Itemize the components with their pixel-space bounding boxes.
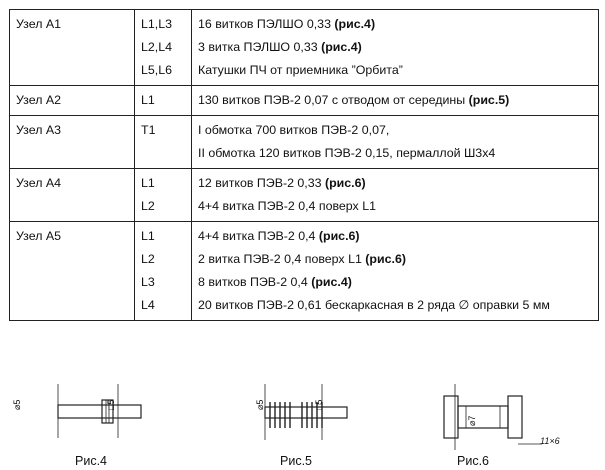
node-label: Узел А4 — [16, 176, 62, 190]
coil-label: L4 — [141, 298, 155, 312]
fig6-drawing — [430, 378, 580, 458]
winding-text: 16 витков ПЭЛШО 0,33 — [198, 17, 335, 31]
coil-cell — [141, 169, 198, 222]
winding-text: 130 витков ПЭВ-2 0,07 с отводом от середины — [198, 93, 469, 107]
winding-line — [198, 36, 598, 59]
fig4-dim-left: ⌀5 — [12, 399, 22, 410]
figure-reference: (рис.6) — [365, 252, 406, 266]
node-label: Узел А3 — [16, 123, 62, 137]
coil-label: L1 — [141, 229, 155, 243]
coil-label: L2,L4 — [141, 40, 173, 54]
node-cell — [10, 86, 142, 116]
winding-cell — [198, 10, 599, 86]
table-row — [10, 10, 599, 86]
winding-cell — [198, 222, 599, 321]
fig5-caption: Рис.5 — [280, 454, 312, 468]
fig4-dim-right: □5 — [106, 399, 116, 410]
column-divider — [191, 9, 192, 321]
coil-label: L1 — [141, 176, 155, 190]
winding-line — [198, 142, 598, 165]
winding-line — [198, 172, 598, 195]
winding-text: 3 витка ПЭЛШО 0,33 — [198, 40, 322, 54]
coil-cell — [141, 86, 198, 116]
winding-line — [198, 248, 598, 271]
column-divider — [134, 9, 135, 321]
coil-cell — [141, 222, 198, 321]
winding-line — [198, 13, 598, 36]
winding-text: 4+4 витка ПЭВ-2 0,4 — [198, 229, 319, 243]
table-row — [10, 222, 599, 321]
coil-label: L5,L6 — [141, 63, 173, 77]
table-row — [10, 86, 599, 116]
figure-reference: (рис.4) — [321, 40, 362, 54]
winding-text: 4+4 витка ПЭВ-2 0,4 поверх L1 — [198, 199, 376, 213]
node-cell — [10, 169, 142, 222]
winding-text: 8 витков ПЭВ-2 0,4 — [198, 275, 312, 289]
figure-reference: (рис.6) — [324, 176, 366, 190]
coil-label: L1 — [141, 93, 155, 107]
figure-reference: (рис.5) — [468, 93, 510, 107]
winding-line — [198, 294, 598, 317]
fig6-dim-inner: ⌀7 — [467, 415, 477, 426]
fig6-caption: Рис.6 — [457, 454, 489, 468]
figure-reference: (рис.4) — [311, 275, 352, 289]
coil-label: L3 — [141, 275, 155, 289]
fig4-caption: Рис.4 — [75, 454, 107, 468]
winding-text: Катушки ПЧ от приемника ”Орбита” — [198, 63, 403, 77]
node-label: Узел А1 — [16, 17, 62, 31]
fig5-drawing — [250, 378, 360, 448]
table-row — [10, 169, 599, 222]
winding-text: II обмотка 120 витков ПЭВ-2 0,15, пермаллой Ш3х4 — [198, 146, 496, 160]
node-label: Узел А5 — [16, 229, 62, 243]
coil-label: L1,L3 — [141, 17, 173, 31]
figure-reference: (рис.6) — [318, 229, 360, 243]
coil-label: Т1 — [141, 123, 156, 137]
winding-line — [198, 59, 598, 82]
fig4-drawing — [40, 378, 150, 448]
coil-label: L2 — [141, 252, 155, 266]
winding-cell — [198, 86, 599, 116]
figure-reference: (рис.4) — [334, 17, 376, 31]
coil-label — [141, 142, 198, 165]
coil-cell — [141, 10, 198, 86]
node-cell — [10, 222, 142, 321]
fig5-dim-left: ⌀5 — [255, 399, 265, 410]
winding-table — [9, 9, 599, 321]
node-cell — [10, 116, 142, 169]
coil-label: L2 — [141, 199, 155, 213]
fig6-dim-size: 11×6 — [540, 436, 560, 446]
winding-line — [198, 225, 598, 248]
winding-text: 20 витков ПЭВ-2 0,61 бескаркасная в 2 ряда ∅ оправки 5 мм — [198, 298, 550, 312]
node-cell — [10, 10, 142, 86]
winding-text: I обмотка 700 витков ПЭВ-2 0,07, — [198, 123, 390, 137]
winding-text: 12 витков ПЭВ-2 0,33 — [198, 176, 325, 190]
table-row — [10, 116, 599, 169]
node-label: Узел А2 — [16, 93, 62, 107]
winding-line — [198, 271, 598, 294]
winding-cell — [198, 169, 599, 222]
winding-line — [198, 119, 598, 142]
winding-text: 2 витка ПЭВ-2 0,4 поверх L1 — [198, 252, 366, 266]
winding-cell — [198, 116, 599, 169]
fig5-dim-right: □5 — [314, 399, 324, 410]
winding-line — [198, 195, 598, 218]
winding-line — [198, 89, 598, 112]
coil-cell — [141, 116, 198, 169]
